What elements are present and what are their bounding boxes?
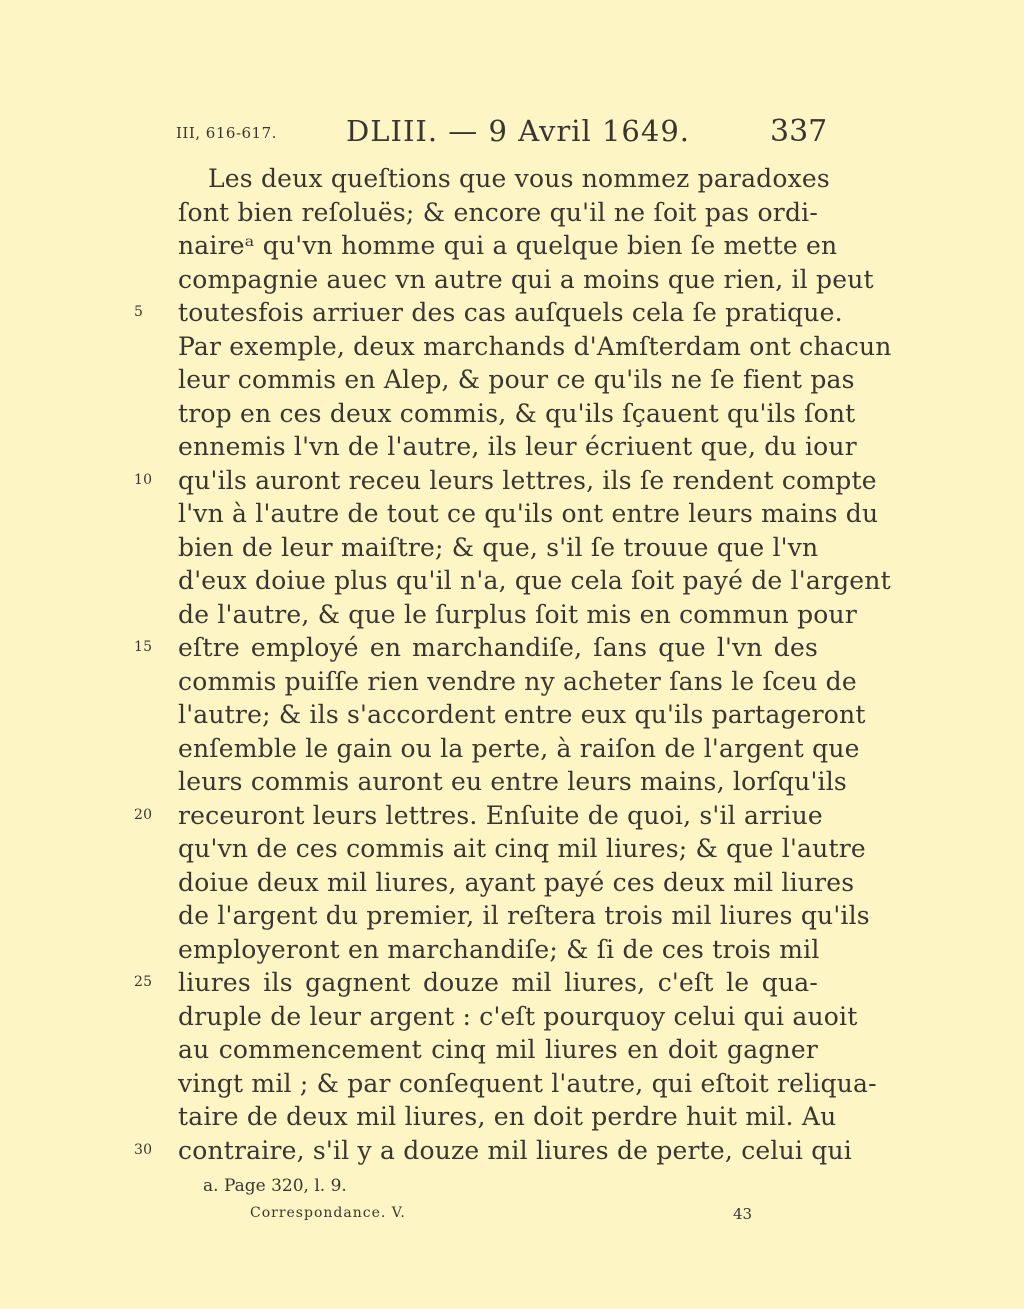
text-line bbox=[178, 765, 847, 799]
text-line bbox=[178, 598, 858, 632]
line-text: liures ils gagnent douze mil liures, c'eſt le qua- bbox=[178, 968, 818, 997]
text-line bbox=[178, 933, 818, 967]
volume-reference: III, 616-617. bbox=[176, 124, 277, 142]
line-text: Les deux queſtions que vous nommez paradoxes bbox=[208, 164, 830, 193]
line-number: 5 bbox=[134, 304, 144, 320]
line-text: qu'ils auront receu leurs lettres, ils ſe rendent compte bbox=[178, 465, 877, 495]
line-text: Par exemple, deux marchands d'Amſterdam ont chacun bbox=[178, 331, 892, 361]
text-line bbox=[178, 196, 818, 230]
text-line bbox=[134, 799, 823, 833]
line-text: compagnie auec vn autre qui a moins que rien, il peut bbox=[178, 264, 874, 294]
text-line bbox=[178, 1000, 858, 1034]
text-line bbox=[178, 665, 857, 699]
line-text: de l'argent du premier, il reſtera trois mil liures qu'ils bbox=[178, 901, 870, 930]
line-number: 15 bbox=[134, 639, 153, 655]
letter-title: DLIII. — 9 Avril 1649. bbox=[346, 114, 691, 148]
line-number: 10 bbox=[134, 471, 153, 488]
text-line bbox=[178, 832, 866, 866]
text-line bbox=[134, 1134, 852, 1168]
letter-body bbox=[134, 162, 892, 1167]
text-line bbox=[178, 330, 892, 364]
line-text: au commencement cinq mil liures en doit gagner bbox=[178, 1035, 818, 1064]
text-line bbox=[178, 1033, 818, 1067]
line-text: druple de leur argent : c'eſt pourquoy celui qui auoit bbox=[178, 1001, 858, 1031]
line-text: bien de leur maiſtre; & que, s'il ſe trouue que l'vn bbox=[178, 532, 819, 562]
text-line bbox=[178, 229, 838, 263]
line-text: commis puiſſe rien vendre ny acheter ſans le ſceu de bbox=[178, 666, 857, 696]
text-line bbox=[178, 430, 857, 464]
line-text: qu'vn de ces commis ait cinq mil liures; & que l'autre bbox=[178, 834, 866, 863]
text-line bbox=[178, 564, 891, 598]
line-text: leur commis en Alep, & pour ce qu'ils ne ſe fient pas bbox=[178, 365, 855, 394]
line-text: naireᵃ qu'vn homme qui a quelque bien ſe mette en bbox=[178, 231, 838, 260]
text-line bbox=[178, 363, 855, 397]
line-text: eſtre employé en marchandiſe, ſans que l'vn des bbox=[178, 633, 818, 662]
line-number: 20 bbox=[134, 806, 153, 823]
page-number: 337 bbox=[770, 114, 828, 149]
text-line bbox=[178, 531, 818, 565]
text-line bbox=[178, 497, 879, 531]
printer-signature: Correspondance. V. bbox=[250, 1205, 406, 1221]
footnote: a. Page 320, l. 9. bbox=[203, 1176, 347, 1196]
line-text: l'autre; & ils s'accordent entre eux qu'ils partageront bbox=[178, 700, 866, 729]
line-text: doiue deux mil liures, ayant payé ces deux mil liures bbox=[178, 867, 855, 897]
line-number: 25 bbox=[134, 974, 153, 990]
text-line bbox=[178, 1067, 877, 1101]
line-text: contraire, s'il y a douze mil liures de perte, celui qui bbox=[178, 1135, 852, 1165]
line-text: ennemis l'vn de l'autre, ils leur écriuent que, du iour bbox=[178, 432, 857, 461]
text-line bbox=[134, 966, 818, 1000]
line-text: trop en ces deux commis, & qu'ils ſçauent qu'ils ſont bbox=[178, 398, 856, 428]
text-line bbox=[178, 698, 866, 732]
text-line bbox=[134, 296, 843, 330]
line-text: employeront en marchandiſe; & ſi de ces trois mil bbox=[178, 934, 820, 964]
text-line bbox=[178, 397, 856, 431]
text-line bbox=[134, 464, 877, 498]
text-line bbox=[178, 866, 855, 900]
text-line bbox=[178, 162, 830, 196]
line-text: vingt mil ; & par conſequent l'autre, qui eſtoit reliqua- bbox=[178, 1068, 877, 1098]
line-text: enſemble le gain ou la perte, à raiſon de l'argent que bbox=[178, 733, 860, 763]
line-text: receuront leurs lettres. Enſuite de quoi, s'il arriue bbox=[178, 800, 823, 830]
text-line bbox=[134, 631, 818, 665]
line-text: l'vn à l'autre de tout ce qu'ils ont entre leurs mains du bbox=[178, 499, 879, 528]
signature-number: 43 bbox=[733, 1205, 753, 1223]
line-text: de l'autre, & que le ſurplus ſoit mis en commun pour bbox=[178, 599, 858, 629]
running-header bbox=[0, 112, 1024, 156]
text-line bbox=[178, 263, 874, 297]
line-text: toutesfois arriuer des cas auſquels cela ſe pratique. bbox=[178, 298, 843, 327]
line-text: d'eux doiue plus qu'il n'a, que cela ſoit payé de l'argent bbox=[178, 566, 891, 595]
line-text: taire de deux mil liures, en doit perdre huit mil. Au bbox=[178, 1102, 837, 1131]
text-line bbox=[178, 732, 860, 766]
text-line bbox=[178, 899, 870, 933]
line-text: leurs commis auront eu entre leurs mains, lorſqu'ils bbox=[178, 767, 847, 796]
text-line bbox=[178, 1100, 837, 1134]
line-number: 30 bbox=[134, 1141, 153, 1158]
line-text: ſont bien reſoluës; & encore qu'il ne ſoit pas ordi- bbox=[178, 197, 818, 227]
